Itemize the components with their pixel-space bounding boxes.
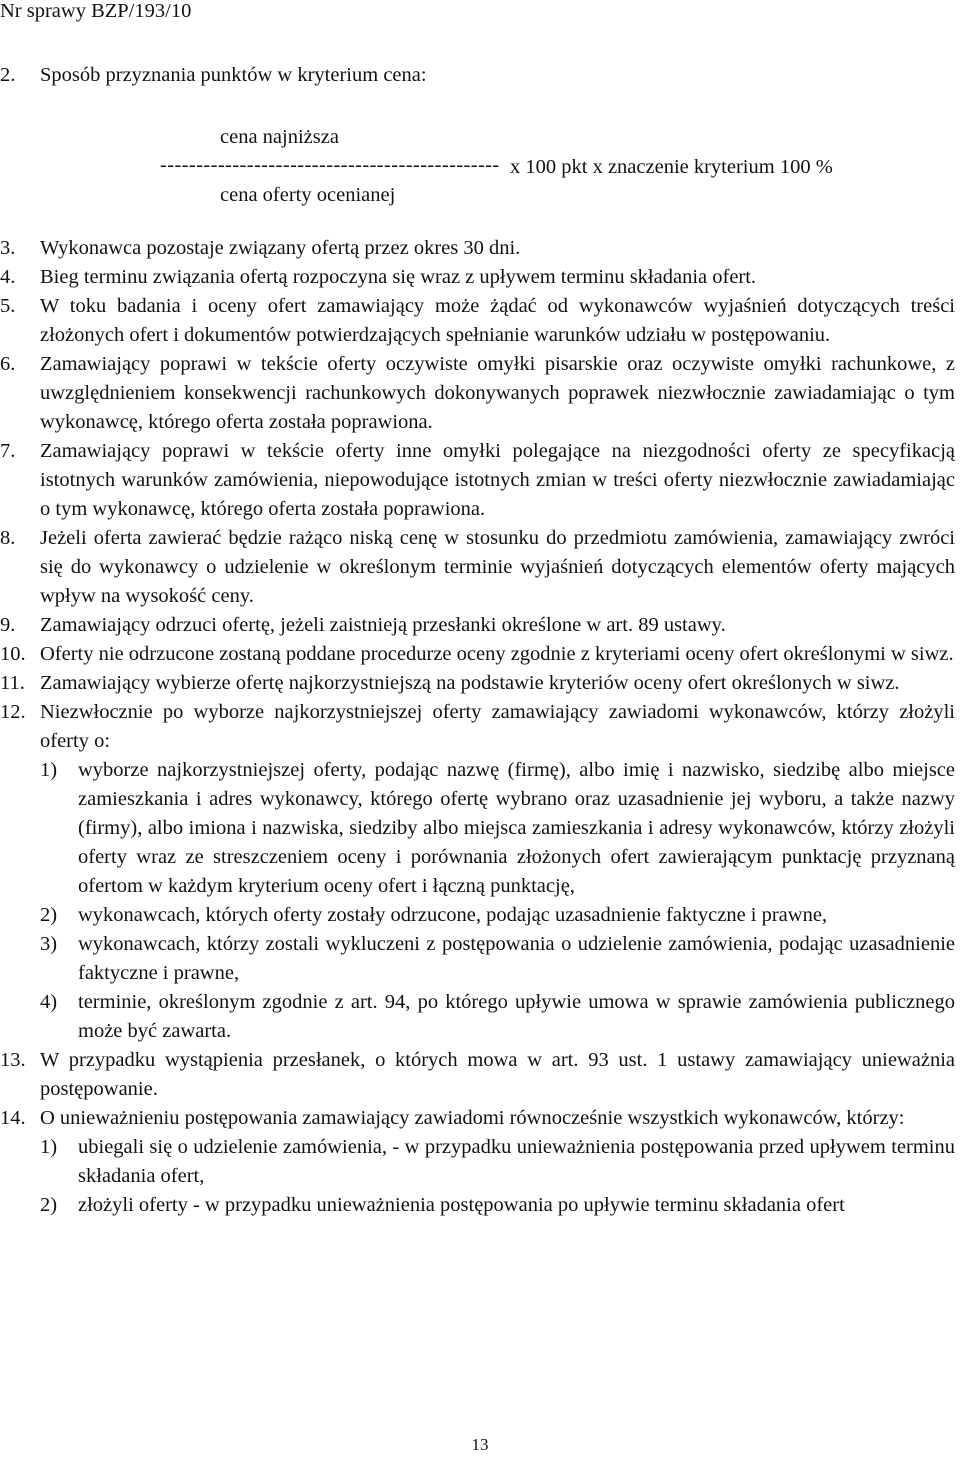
item-text: W przypadku wystąpienia przesłanek, o których mowa w art. 93 ust. 1 ustawy zamawiający unieważnia postępowanie. — [40, 1049, 955, 1100]
list-item — [0, 524, 955, 611]
page-number: 13 — [471, 1435, 489, 1454]
list-item — [0, 611, 955, 640]
item-number: 14. — [0, 1107, 26, 1129]
item-text: Wykonawca pozostaje związany ofertą przez okres 30 dni. — [40, 237, 521, 259]
list-item — [0, 698, 955, 756]
list-item — [0, 437, 955, 524]
formula-multiplier: x 100 pkt x znaczenie kryterium 100 % — [510, 156, 833, 178]
item-text: Oferty nie odrzucone zostaną poddane procedurze oceny zgodnie z kryteriami oceny ofert określonymi w siwz. — [40, 643, 954, 665]
formula-denominator: cena oferty ocenianej — [220, 184, 396, 206]
subitem-number: 3) — [40, 933, 58, 955]
subitem-text: wyborze najkorzystniejszej oferty, podając nazwę (firmę), albo imię i nazwisko, siedzibę albo miejsce zamieszkania i adres wykonawcy, którego ofertę wybrano oraz uzasadnienie jej wyboru, a także nazwy (firmy), albo imiona i nazwiska, siedziby albo miejsca zamieszkania i adresy wykonawców, którzy złożyli oferty wraz ze streszczeniem oceny i porównania złożonych ofert zawierającym punktację przyznaną ofertom w każdym kryterium oceny ofert i łączną punktację, — [78, 759, 955, 897]
subitem-text: wykonawcach, których oferty zostały odrzucone, podając uzasadnienie faktyczne i prawne, — [78, 904, 828, 926]
item-number: 5. — [0, 295, 16, 317]
sublist-item — [40, 1191, 955, 1220]
item-number: 10. — [0, 643, 26, 665]
subitem-text: ubiegali się o udzielenie zamówienia, - w przypadku unieważnienia postępowania przed upływem terminu składania ofert, — [78, 1136, 955, 1187]
subitem-number: 1) — [40, 1136, 58, 1158]
item-text: Niezwłocznie po wyborze najkorzystniejszej oferty zamawiający zawiadomi wykonawców, którzy złożyli oferty o: — [40, 701, 955, 752]
item-12-sublist — [40, 756, 955, 1046]
subitem-number: 4) — [40, 991, 58, 1013]
list-item — [0, 263, 955, 292]
subitem-text: złożyli oferty - w przypadku unieważnienia postępowania po upływie terminu składania ofert — [78, 1194, 845, 1216]
item-number: 12. — [0, 701, 26, 723]
item-14-sublist — [40, 1133, 955, 1220]
list-item — [0, 350, 955, 437]
item-text: Bieg terminu związania ofertą rozpoczyna się wraz z upływem terminu składania ofert. — [40, 266, 757, 288]
price-formula — [0, 61, 955, 206]
subitem-number: 2) — [40, 904, 58, 926]
item-number: 6. — [0, 353, 16, 375]
item-number: 4. — [0, 266, 16, 288]
sublist-item — [40, 988, 955, 1046]
item-number: 9. — [0, 614, 16, 636]
item-number: 3. — [0, 237, 16, 259]
document-body — [0, 61, 955, 1220]
item-number: 2. — [0, 64, 16, 86]
item-number: 11. — [0, 672, 25, 694]
item-text: W toku badania i oceny ofert zamawiający może żądać od wykonawców wyjaśnień dotyczących treści złożonych ofert i dokumentów potwierdzających spełnianie warunków udziału w postępowaniu. — [40, 295, 955, 346]
list-item — [0, 292, 955, 350]
formula-numerator: cena najniższa — [220, 126, 339, 148]
item-text: O unieważnieniu postępowania zamawiający zawiadomi równocześnie wszystkich wykonawców, którzy: — [40, 1107, 905, 1129]
list-item — [0, 640, 955, 669]
list-item — [0, 1104, 955, 1133]
item-text: Zamawiający wybierze ofertę najkorzystniejszą na podstawie kryteriów oceny ofert określonych w siwz. — [40, 672, 900, 694]
list-item — [0, 234, 955, 263]
item-text: Sposób przyznania punktów w kryterium cena: — [40, 64, 427, 86]
formula-fraction-line: ----------------------------------------------- — [160, 154, 500, 176]
list-item — [0, 669, 955, 698]
sublist-item — [40, 930, 955, 988]
sublist-item — [40, 901, 955, 930]
item-text: Zamawiający poprawi w tekście oferty oczywiste omyłki pisarskie oraz oczywiste omyłki rachunkowe, z uwzględnieniem konsekwencji rachunkowych dokonywanych poprawek niezwłocznie zawiadamiając o tym wykonawcę, którego oferta została poprawiona. — [40, 353, 955, 433]
item-number: 8. — [0, 527, 16, 549]
sublist-item — [40, 756, 955, 901]
list-item — [0, 1046, 955, 1104]
case-number-header: Nr sprawy BZP/193/10 — [0, 0, 192, 22]
sublist-item — [40, 1133, 955, 1191]
subitem-text: terminie, określonym zgodnie z art. 94, po którego upływie umowa w sprawie zamówienia publicznego może być zawarta. — [78, 991, 955, 1042]
item-number: 13. — [0, 1049, 26, 1071]
subitem-number: 1) — [40, 759, 58, 781]
item-text: Zamawiający odrzuci ofertę, jeżeli zaistnieją przesłanki określone w art. 89 ustawy. — [40, 614, 726, 636]
item-text: Zamawiający poprawi w tekście oferty inne omyłki polegające na niezgodności oferty ze specyfikacją istotnych warunków zamówienia, niepowodujące istotnych zmian w treści oferty niezwłocznie zawiadamiając o tym wykonawcę, którego oferta została poprawiona. — [40, 440, 955, 520]
subitem-number: 2) — [40, 1194, 58, 1216]
subitem-text: wykonawcach, którzy zostali wykluczeni z postępowania o udzielenie zamówienia, podając uzasadnienie faktyczne i prawne, — [78, 933, 955, 984]
item-text: Jeżeli oferta zawierać będzie rażąco niską cenę w stosunku do przedmiotu zamówienia, zamawiający zwróci się do wykonawcy o udzielenie w określonym terminie wyjaśnień dotyczących elementów oferty mających wpływ na wysokość ceny. — [40, 527, 955, 607]
item-number: 7. — [0, 440, 16, 462]
